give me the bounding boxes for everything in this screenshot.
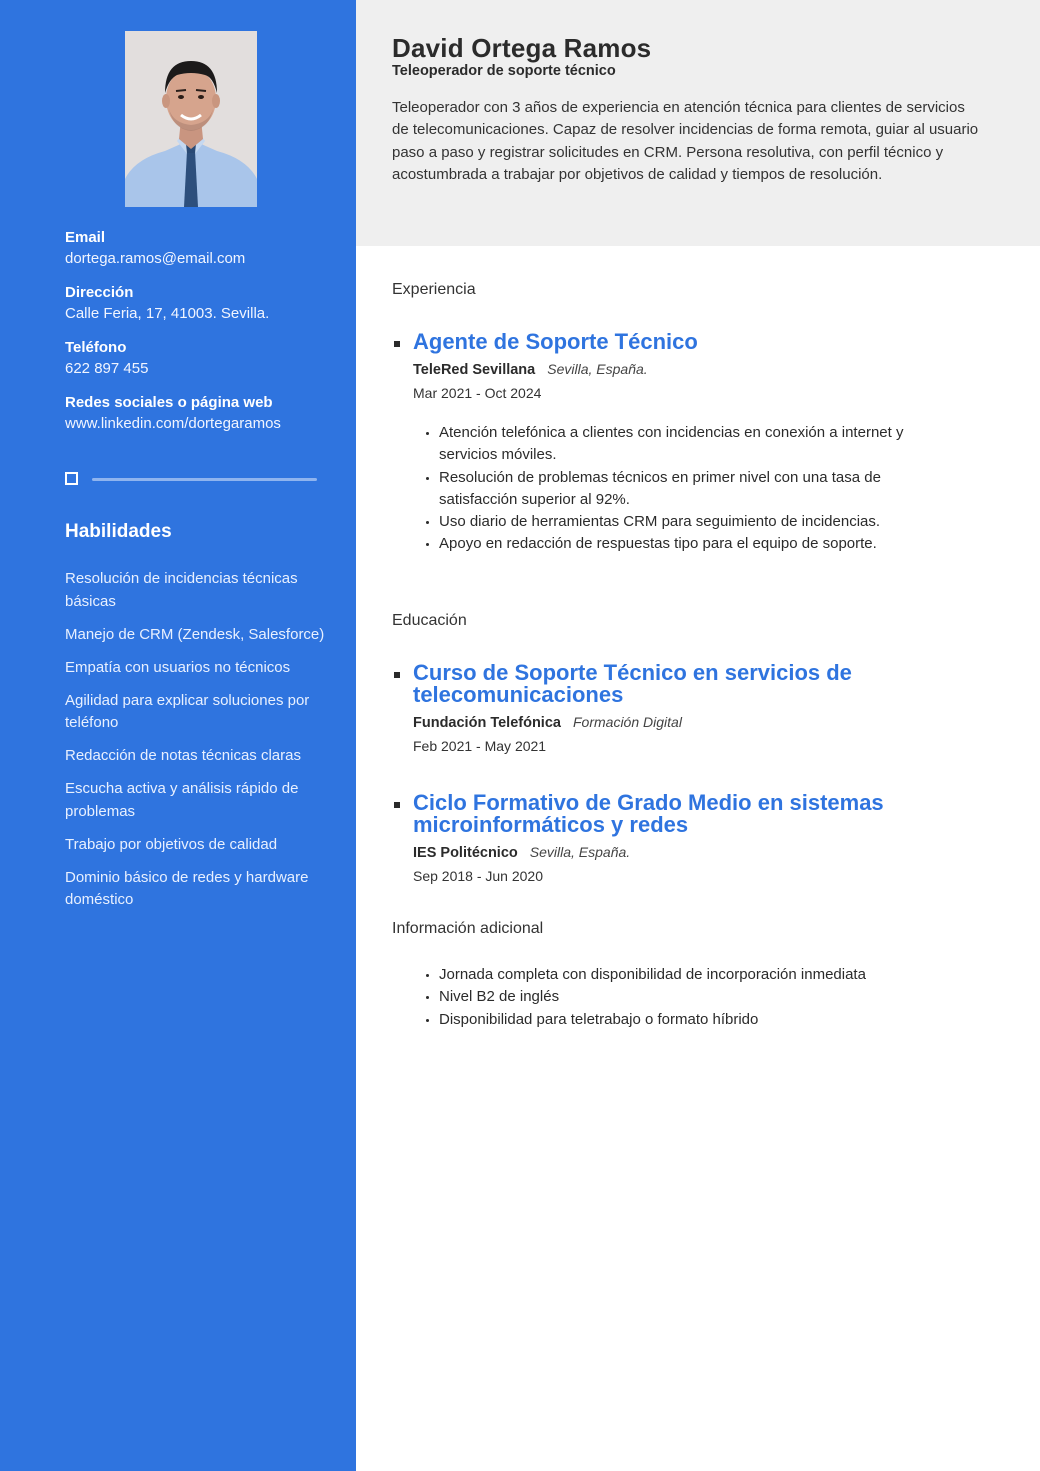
skill-item: Manejo de CRM (Zendesk, Salesforce) <box>65 625 325 643</box>
contact-phone <box>65 338 335 380</box>
skill-item: Escucha activa y análisis rápido de problemas <box>65 780 299 820</box>
contact-label: Teléfono <box>65 339 127 356</box>
education-dates: Sep 2018 - Jun 2020 <box>413 868 543 884</box>
profile-summary: Teleoperador con 3 años de experiencia en atención técnica para clientes de servicios de telecomunicaciones. Capaz de resolver incidencias de forma remota, guiar al usuario paso a paso y registrar solicitudes en CRM. Persona resolutiva, con perfil técnico y acostumbrada a trabajar por objetivos de calidad y tiempos de resolución. <box>392 99 979 183</box>
contact-label: Redes sociales o página web <box>65 394 273 411</box>
job-dates: Mar 2021 - Oct 2024 <box>413 385 542 401</box>
contact-email <box>65 228 335 270</box>
experience-entry <box>392 331 992 401</box>
education-entry <box>392 792 992 884</box>
list-item: Jornada completa con disponibilidad de incorporación inmediata <box>439 964 959 986</box>
institution-name: IES Politécnico <box>413 845 518 861</box>
square-bullet-icon <box>394 341 400 347</box>
sidebar <box>0 0 356 1471</box>
skill-item: Resolución de incidencias técnicas básicas <box>65 570 298 610</box>
candidate-title: Teleoperador de soporte técnico <box>392 63 616 79</box>
list-item: Disponibilidad para teletrabajo o formato híbrido <box>439 1009 959 1031</box>
skill-item: Redacción de notas técnicas claras <box>65 747 301 764</box>
sidebar-divider <box>65 472 317 486</box>
list-item: Nivel B2 de inglés <box>439 986 959 1008</box>
additional-bullets <box>439 964 959 1031</box>
entry-meta <box>392 844 992 861</box>
phone-value[interactable]: 622 897 455 <box>65 360 149 377</box>
entry-meta <box>392 714 992 731</box>
institution-name: Fundación Telefónica <box>413 715 561 731</box>
experience-title: Experiencia <box>392 281 476 298</box>
education-dates: Feb 2021 - May 2021 <box>413 738 547 754</box>
education-title: Educación <box>392 612 467 629</box>
entry-head <box>392 331 992 353</box>
contact-web <box>65 393 335 435</box>
skill-item: Agilidad para explicar soluciones por teléfono <box>65 691 310 731</box>
divider-line <box>92 478 317 481</box>
web-link[interactable]: www.linkedin.com/dortegaramos <box>65 415 281 432</box>
square-bullet-icon <box>394 672 400 678</box>
contact-address <box>65 283 335 325</box>
email-value[interactable]: dortega.ramos@email.com <box>65 250 246 267</box>
profile-photo <box>125 31 257 207</box>
job-role: Agente de Soporte Técnico <box>413 329 698 354</box>
candidate-name: David Ortega Ramos <box>392 33 652 63</box>
entry-meta <box>392 361 992 378</box>
skill-item: Empatía con usuarios no técnicos <box>65 658 291 676</box>
skill-item: Dominio básico de redes y hardware doméstico <box>65 868 309 908</box>
skills-title: Habilidades <box>65 521 172 542</box>
entry-head <box>392 792 992 836</box>
contact-label: Dirección <box>65 284 134 301</box>
institution-location: Sevilla, España. <box>529 844 631 860</box>
additional-title: Información adicional <box>392 920 544 937</box>
list-item: Apoyo en redacción de respuestas tipo para el equipo de soporte. <box>439 533 959 555</box>
skill-item: Trabajo por objetivos de calidad <box>65 835 278 853</box>
list-item: Atención telefónica a clientes con incidencias en conexión a internet y servicios móviles. <box>439 422 959 467</box>
square-icon <box>65 472 78 485</box>
company-name: TeleRed Sevillana <box>413 362 536 378</box>
experience-bullets <box>439 422 959 556</box>
skills-list <box>65 568 327 922</box>
institution-location: Formación Digital <box>573 714 682 730</box>
contact-label: Email <box>65 229 106 246</box>
degree-title: Curso de Soporte Técnico en servicios de telecomunicaciones <box>413 660 852 707</box>
profile-photo-illustration <box>125 31 257 207</box>
entry-head <box>392 662 992 706</box>
list-item: Resolución de problemas técnicos en primer nivel con una tasa de satisfacción superior al 92%. <box>439 467 959 512</box>
list-item: Uso diario de herramientas CRM para seguimiento de incidencias. <box>439 511 959 533</box>
degree-title: Ciclo Formativo de Grado Medio en sistemas microinformáticos y redes <box>413 790 884 837</box>
contact-section <box>65 228 335 448</box>
address-value: Calle Feria, 17, 41003. Sevilla. <box>65 305 270 322</box>
square-bullet-icon <box>394 802 400 808</box>
education-entry <box>392 662 992 754</box>
job-location: Sevilla, España. <box>547 361 648 377</box>
